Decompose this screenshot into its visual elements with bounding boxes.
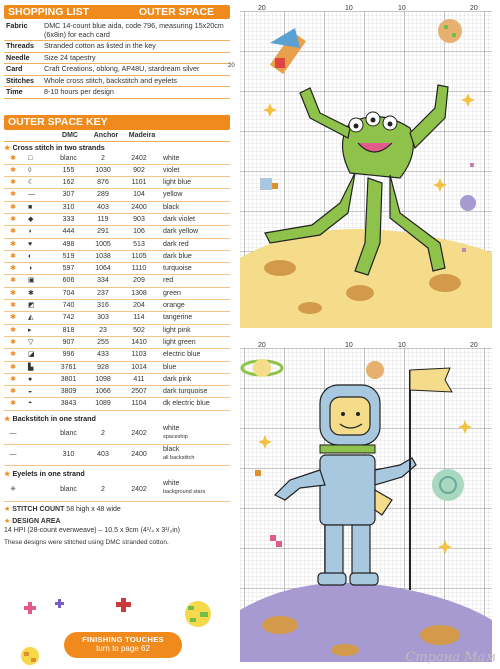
symbol: ◗ xyxy=(28,228,33,236)
col-dmc: DMC xyxy=(62,131,78,139)
col-anchor: Anchor xyxy=(93,131,119,139)
madeira: 2400 xyxy=(131,203,147,211)
anchor: 2 xyxy=(101,154,105,162)
madeira: 1101 xyxy=(131,179,147,187)
colour-name: dark violet xyxy=(163,215,195,223)
chart1-tick-top-right: 20 xyxy=(470,5,478,12)
symbol: ▸ xyxy=(28,326,32,334)
anchor: 23 xyxy=(99,326,107,334)
anchor: 928 xyxy=(97,363,109,371)
colour-name: tangerine xyxy=(163,314,193,322)
key-row: ✱ ◑ 597 1064 1110 turquoise xyxy=(4,263,230,275)
madeira: 1014 xyxy=(131,363,147,371)
colour-name: dark pink xyxy=(163,375,192,383)
col-madeira: Madeira xyxy=(128,131,156,139)
design-area: ★ DESIGN AREA 14 HPI (28-count evenweave) – 10.5 x 9cm (4¹/₄ x 3¹/₂in) xyxy=(4,517,180,534)
madeira: 1105 xyxy=(131,252,147,260)
key-row: ✱ ▙ 3761 928 1014 blue xyxy=(4,362,230,374)
backstitch-row: — blanc 2 2402 white spaceship xyxy=(4,424,230,445)
key-row: ✱ ▽ 907 255 1410 light green xyxy=(4,337,230,349)
dmc: 3761 xyxy=(60,363,77,371)
dmc: 3809 xyxy=(60,388,77,396)
dmc: 155 xyxy=(62,166,75,174)
svg-text:20: 20 xyxy=(228,63,235,69)
anchor: 237 xyxy=(97,289,109,297)
symbol: ◊ xyxy=(28,166,32,174)
madeira: 204 xyxy=(133,302,145,310)
anchor: 1005 xyxy=(95,240,111,248)
dmc: 818 xyxy=(62,326,75,334)
colour-name: light pink xyxy=(163,326,191,334)
dmc: 3801 xyxy=(60,375,77,383)
symbol: ☾ xyxy=(28,179,35,187)
symbol: ◪ xyxy=(28,351,35,359)
madeira: 1308 xyxy=(131,289,147,297)
colour-name: red xyxy=(163,277,174,285)
cross-stitch-list xyxy=(4,153,230,411)
symbol: ■ xyxy=(28,203,33,211)
dmc: 519 xyxy=(62,252,75,260)
left-column xyxy=(4,5,230,546)
key-row: ✱ ◩ 740 316 204 orange xyxy=(4,300,230,312)
colour-name: white xyxy=(163,154,180,162)
madeira: 902 xyxy=(133,166,145,174)
key-column-headers xyxy=(4,130,230,142)
backstitch-row: — 310 403 2400 black all backstitch xyxy=(4,445,230,466)
key-row: ✱ ◭ 742 303 114 tangerine xyxy=(4,312,230,324)
symbol: ▽ xyxy=(28,338,34,346)
shopping-row: Time 8-10 hours per design xyxy=(4,87,230,99)
key-row: ✱ ◪ 996 433 1103 electric blue xyxy=(4,349,230,361)
anchor: 1064 xyxy=(95,265,111,273)
colour-name: dark yellow xyxy=(163,228,199,236)
symbol: ◭ xyxy=(28,314,34,322)
chart1-tick-top-mid2: 10 xyxy=(398,5,406,12)
madeira: 1410 xyxy=(131,338,147,346)
shopping-list-subtitle: OUTER SPACE xyxy=(138,6,214,18)
colour-name: dark red xyxy=(163,240,189,248)
dmc: 996 xyxy=(62,351,75,359)
cross-stitch-section-title: ★ Cross stitch in two strands xyxy=(4,142,105,152)
alien-cross-stitch-chart xyxy=(228,3,492,328)
chart1-tick-top-mid: 10 xyxy=(345,5,353,12)
dmc: 3843 xyxy=(60,400,77,408)
colour-name: blue xyxy=(163,363,177,371)
symbol: ◒ xyxy=(28,388,33,396)
shopping-row: Stitches Whole cross stitch, backstitch and eyelets xyxy=(4,75,230,87)
symbol: □ xyxy=(28,154,33,162)
anchor: 403 xyxy=(97,203,109,211)
colour-name: green xyxy=(163,289,181,297)
stitch-count: ★ STITCH COUNT 58 high x 48 wide xyxy=(4,505,121,513)
shopping-row: Needle Size 24 tapestry xyxy=(4,52,230,64)
colour-name: violet xyxy=(163,166,180,174)
anchor: 433 xyxy=(97,351,109,359)
chart1-tick-top-left: 20 xyxy=(258,5,266,12)
key-row: ✱ ▸ 818 23 502 light pink xyxy=(4,325,230,337)
symbol: ◩ xyxy=(28,302,35,310)
chart2-tick-top-mid2: 10 xyxy=(398,342,406,349)
backstitch-list xyxy=(4,424,230,466)
dmc: 742 xyxy=(62,314,75,322)
dmc: 162 xyxy=(62,179,75,187)
key-row: ✱ ☾ 162 876 1101 light blue xyxy=(4,177,230,189)
anchor: 1089 xyxy=(95,400,111,408)
dmc: 597 xyxy=(62,265,75,273)
symbol: ▣ xyxy=(28,277,35,285)
colour-name: light green xyxy=(163,338,196,346)
colour-name: yellow xyxy=(163,191,183,199)
symbol: ◑ xyxy=(28,265,33,273)
symbol: — xyxy=(28,191,35,199)
madeira: 502 xyxy=(133,326,145,334)
colour-name: turquoise xyxy=(163,265,192,273)
chart2-tick-top-mid: 10 xyxy=(345,342,353,349)
symbol: ✱ xyxy=(28,289,34,297)
symbol: ▙ xyxy=(28,363,34,371)
shopping-list-header xyxy=(4,5,230,19)
dmc: 498 xyxy=(62,240,75,248)
dmc: 740 xyxy=(62,302,75,310)
key-row: ✱ ■ 310 403 2400 black xyxy=(4,202,230,214)
dmc: 307 xyxy=(62,191,75,199)
dmc: 444 xyxy=(62,228,75,236)
key-row: ✱ ♥ 498 1005 513 dark red xyxy=(4,239,230,251)
madeira: 1103 xyxy=(131,351,147,359)
anchor: 289 xyxy=(97,191,109,199)
key-row: ✱ ✱ 704 237 1308 green xyxy=(4,288,230,300)
colour-name: black xyxy=(163,203,180,211)
symbol: ◆ xyxy=(28,215,34,223)
madeira: 1104 xyxy=(131,400,147,408)
madeira: 903 xyxy=(133,215,145,223)
anchor: 291 xyxy=(97,228,109,236)
colour-name: dark turquoise xyxy=(163,388,208,396)
dmc: 704 xyxy=(62,289,75,297)
colour-name: light blue xyxy=(163,179,192,187)
key-row: ✱ ◆ 333 119 903 dark violet xyxy=(4,214,230,226)
shopping-row: Fabric DMC 14-count blue aida, code 796, measuring 15x20cm (6x8in) for each card xyxy=(4,21,230,41)
madeira: 2507 xyxy=(131,388,147,396)
madeira: 513 xyxy=(133,240,145,248)
madeira: 2402 xyxy=(131,154,147,162)
key-header: OUTER SPACE KEY xyxy=(4,115,230,130)
key-row: ✱ ◓ 3843 1089 1104 dk electric blue xyxy=(4,398,230,410)
madeira: 411 xyxy=(133,375,145,383)
dmc: 310 xyxy=(62,203,75,211)
symbol: ◓ xyxy=(28,400,33,408)
anchor: 255 xyxy=(97,338,109,346)
finishing-touches-badge: FINISHING TOUCHES turn to page 62 xyxy=(64,632,182,658)
footnote: These designs were stitched using DMC stranded cotton. xyxy=(4,538,169,546)
madeira: 114 xyxy=(133,314,145,322)
symbol: ● xyxy=(28,375,33,383)
anchor: 1038 xyxy=(95,252,111,260)
astronaut-cross-stitch-chart xyxy=(240,340,492,662)
colour-name: orange xyxy=(163,302,185,310)
anchor: 303 xyxy=(97,314,109,322)
colour-name: dk electric blue xyxy=(163,400,210,408)
key-row: ✱ — 307 289 104 yellow xyxy=(4,189,230,201)
madeira: 106 xyxy=(133,228,145,236)
chart2-tick-top-right: 20 xyxy=(470,342,478,349)
shopping-row: Card Craft Creations, oblong, AP48U, stardream silver xyxy=(4,64,230,76)
colour-name: electric blue xyxy=(163,351,201,359)
chart2-tick-top-left: 20 xyxy=(258,342,266,349)
madeira: 104 xyxy=(133,191,145,199)
key-row: ✱ ▣ 606 334 209 red xyxy=(4,275,230,287)
key-row: ✱ ◗ 444 291 106 dark yellow xyxy=(4,226,230,238)
anchor: 119 xyxy=(97,215,109,223)
dmc: blanc xyxy=(60,154,77,162)
anchor: 876 xyxy=(97,179,109,187)
madeira: 1110 xyxy=(131,265,147,273)
key-row: ✱ □ blanc 2 2402 white xyxy=(4,153,230,165)
dmc: 606 xyxy=(62,277,75,285)
key-row: ✱ ◐ 519 1038 1105 dark blue xyxy=(4,251,230,263)
madeira: 209 xyxy=(133,277,145,285)
watermark: Страна Мам xyxy=(405,650,496,665)
anchor: 316 xyxy=(97,302,109,310)
eyelet-row: ✳ blanc 2 2402 white background stars xyxy=(4,479,230,502)
anchor: 1098 xyxy=(95,375,111,383)
key-row: ✱ ◒ 3809 1066 2507 dark turquoise xyxy=(4,386,230,398)
anchor: 334 xyxy=(97,277,109,285)
shopping-row: Threads Stranded cotton as listed in the key xyxy=(4,41,230,53)
key-row: ✱ ◊ 155 1030 902 violet xyxy=(4,165,230,177)
dmc: 333 xyxy=(62,215,75,223)
colour-name: dark blue xyxy=(163,252,192,260)
anchor: 1066 xyxy=(95,388,111,396)
eyelets-section-title: ★ Eyelets in one strand xyxy=(4,468,85,478)
dmc: 907 xyxy=(62,338,75,346)
key-row: ✱ ● 3801 1098 411 dark pink xyxy=(4,374,230,386)
shopping-list-table xyxy=(4,21,230,99)
symbol: ♥ xyxy=(28,240,33,248)
shopping-list-title: SHOPPING LIST xyxy=(8,6,90,18)
symbol: ◐ xyxy=(28,252,33,260)
backstitch-section-title: ★ Backstitch in one strand xyxy=(4,413,96,423)
anchor: 1030 xyxy=(95,166,111,174)
